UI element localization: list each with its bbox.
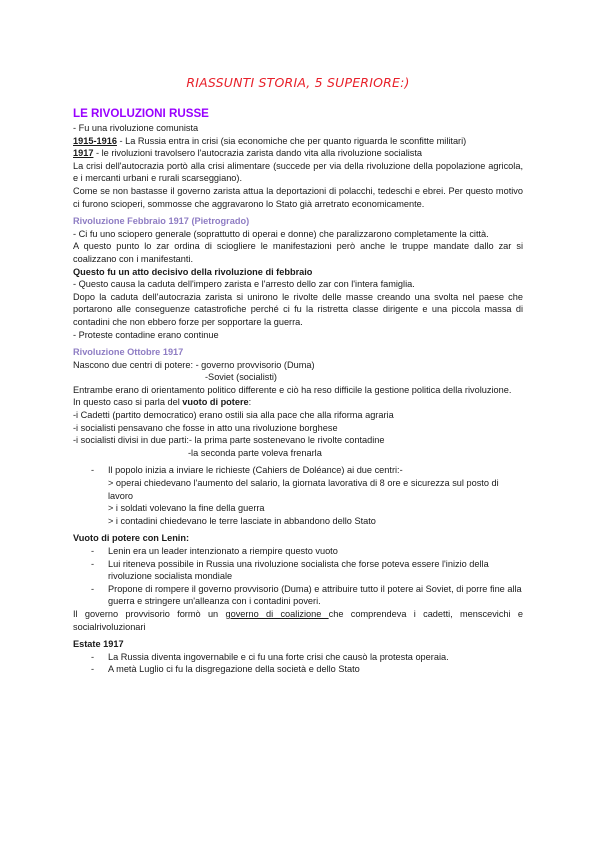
text: La Russia diventa ingovernabile e ci fu una forte crisi che causò la protesta operaia. bbox=[108, 651, 449, 662]
bullet-list bbox=[73, 545, 523, 608]
paragraph: - Fu una rivoluzione comunista bbox=[73, 123, 199, 133]
list-item bbox=[73, 651, 523, 664]
section-heading-lenin: Vuoto di potere con Lenin: bbox=[73, 533, 190, 544]
paragraph: -i socialisti divisi in due parti:- la prima parte sostenevano le rivolte contadine bbox=[73, 435, 385, 446]
paragraph: -i socialisti pensavano che fosse in atto una rivoluzione borghese bbox=[73, 422, 338, 433]
underlined-term: governo di coalizione bbox=[225, 608, 329, 619]
text: In questo caso si parla del bbox=[73, 397, 183, 408]
bullet-dash: - bbox=[91, 651, 95, 662]
list-item bbox=[73, 545, 523, 558]
bullet-dash: - bbox=[91, 558, 95, 569]
text: - le rivoluzioni travolsero l'autocrazia zarista dando vita alla rivoluzione socialista bbox=[93, 148, 423, 159]
bullet-dash: - bbox=[91, 664, 95, 675]
paragraph: - Proteste contadine erano continue bbox=[73, 329, 219, 340]
text: : bbox=[248, 397, 252, 408]
paragraph: Nascono due centri di potere: - governo provvisorio (Duma) bbox=[73, 359, 315, 370]
section-heading-ottobre: Rivoluzione Ottobre 1917 bbox=[73, 347, 184, 358]
paragraph: Come se non bastasse il governo zarista attua la deportazioni di polacchi, tedeschi e ebrei. Per questo motivo ci furono scioperi, sommosse che aggravarono lo Stato già arretrato economicamente. bbox=[73, 185, 523, 209]
bullet-dash: - bbox=[91, 546, 95, 556]
bullet-list bbox=[73, 651, 523, 676]
section-heading-rivoluzioni-russe: LE RIVOLUZIONI RUSSE bbox=[73, 107, 209, 120]
text: A metà Luglio ci fu la disgregazione della società e dello Stato bbox=[108, 664, 360, 675]
text: - La Russia entra in crisi (sia economiche che per quanto riguarda le sconfitte militari) bbox=[116, 135, 467, 146]
paragraph: Dopo la caduta dell'autocrazia zarista si unirono le rivolte delle masse creando una svolta nel paese che portarono alle conseguenze catastrofiche perché ci fu la ristretta classe dirigente e una piccola massa di contadini che non ebbero forze per sopportare la guerra. bbox=[73, 291, 523, 327]
list-item bbox=[73, 558, 523, 583]
text: Lenin era un leader intenzionato a riempire questo vuoto bbox=[108, 546, 338, 556]
year-label: 1917 bbox=[73, 148, 94, 159]
paragraph: -Soviet (socialisti) bbox=[205, 372, 277, 383]
bold-term: vuoto di potere bbox=[182, 397, 249, 408]
section-heading-estate: Estate 1917 bbox=[73, 639, 124, 650]
paragraph bbox=[73, 608, 523, 633]
bullet-dash: - bbox=[91, 583, 95, 594]
section-heading-febbraio: Rivoluzione Febbraio 1917 (Pietrogrado) bbox=[73, 216, 250, 227]
sub-item: > i contadini chiedevano le terre lasciate in abbandono dello Stato bbox=[108, 515, 376, 526]
list-item bbox=[73, 663, 523, 676]
list-item bbox=[73, 583, 523, 608]
text: che comprendeva i cadetti, menscevichi e socialrivoluzionari bbox=[73, 608, 523, 632]
text: Il governo provvisorio formò un bbox=[73, 608, 226, 619]
paragraph: - Ci fu uno sciopero generale (soprattutto di operai e donne) che paralizzarono completamente la città. bbox=[73, 228, 489, 239]
document-content bbox=[73, 107, 523, 676]
bullet-list bbox=[73, 464, 523, 477]
paragraph bbox=[73, 396, 523, 409]
paragraph: A questo punto lo zar ordina di sciogliere le manifestazioni però anche le truppe mandate dallo zar si coalizzano con i manifestanti. bbox=[73, 241, 523, 264]
year-label: 1915-1916 bbox=[73, 135, 117, 146]
bold-statement: Questo fu un atto decisivo della rivoluzione di febbraio bbox=[73, 266, 313, 277]
paragraph bbox=[73, 135, 523, 148]
paragraph bbox=[73, 147, 523, 160]
list-item bbox=[73, 464, 523, 477]
text: Propone di rompere il governo provvisorio (Duma) e attribuire tutto il potere ai Soviet, di porre fine alla guerra e stringere un'alleanza con i contadini poveri. bbox=[108, 583, 522, 607]
document-title: RIASSUNTI STORIA, 5 SUPERIORE:) bbox=[186, 75, 410, 90]
paragraph: -i Cadetti (partito democratico) erano ostili sia alla pace che alla riforma agraria bbox=[73, 410, 394, 421]
paragraph: -la seconda parte voleva frenarla bbox=[188, 447, 322, 458]
text: Lui riteneva possibile in Russia una rivoluzione socialista che forse poteva essere l'inizio della rivoluzione socialista mondiale bbox=[108, 558, 489, 582]
bullet-dash: - bbox=[91, 465, 95, 476]
sub-item: > operai chiedevano l'aumento del salario, la giornata lavorativa di 8 ore e sicurezza sul posto di lavoro bbox=[108, 478, 499, 501]
paragraph: - Questo causa la caduta dell'impero zarista e l'arresto dello zar con l'intera famiglia. bbox=[73, 279, 415, 290]
sub-item: > i soldati volevano la fine della guerra bbox=[108, 503, 265, 514]
text: Il popolo inizia a inviare le richieste (Cahiers de Doléance) ai due centri:- bbox=[108, 465, 403, 476]
paragraph: Entrambe erano di orientamento politico differente e ciò ha reso difficile la gestione politica della rivoluzione. bbox=[73, 384, 512, 395]
paragraph: La crisi dell'autocrazia portò alla crisi alimentare (succede per via della rivoluzione della popolazione agricola, e i mercanti urbani e rurali scarseggiano). bbox=[73, 160, 523, 184]
